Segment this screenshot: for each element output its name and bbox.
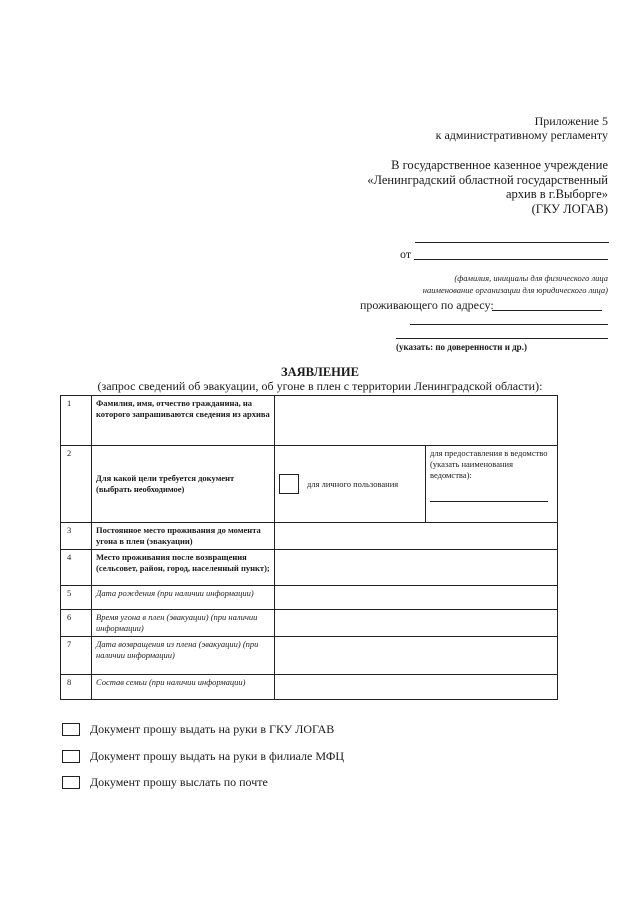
option-issue-logav[interactable]: [62, 722, 334, 737]
row-label-full-name: Фамилия, имя, отчество гражданина, на которого запрашиваются сведения из архива: [92, 396, 275, 446]
addressee-block: [367, 158, 608, 216]
purpose-personal-option[interactable]: [275, 446, 426, 522]
residence-after-field[interactable]: [275, 550, 558, 586]
residence-before-field[interactable]: [275, 523, 558, 550]
agency-use-label: для предоставления в ведомство (указать наименования ведомства):: [430, 448, 548, 480]
row-number: 5: [61, 586, 92, 610]
table-row: [61, 550, 558, 586]
from-label: от: [400, 247, 412, 261]
row-number: 3: [61, 523, 92, 550]
address-line-2[interactable]: [410, 324, 608, 325]
full-name-field[interactable]: [275, 396, 558, 446]
from-line-top[interactable]: [415, 242, 609, 243]
row-label-capture-time: Время угона в плен (эвакуации) (при наличии информации): [92, 610, 275, 637]
row-label-residence-after: Место проживания после возвращения (сельсовет, район, город, населенный пункт);: [92, 550, 275, 586]
row-number: 8: [61, 675, 92, 700]
addressee-line-4: (ГКУ ЛОГАВ): [531, 201, 608, 216]
proxy-note: (указать: по доверенности и др.): [396, 342, 527, 352]
issue-logav-label: Документ прошу выдать на руки в ГКУ ЛОГАВ: [90, 722, 335, 736]
row-label-family: Состав семьи (при наличии информации): [92, 675, 275, 700]
issue-logav-checkbox[interactable]: [62, 723, 80, 736]
table-row: [61, 396, 558, 446]
addressee-line-3: архив в г.Выборге»: [506, 187, 608, 201]
row-number: 1: [61, 396, 92, 446]
row-number: 6: [61, 610, 92, 637]
row-number: 4: [61, 550, 92, 586]
personal-use-checkbox[interactable]: [279, 474, 299, 494]
send-mail-label: Документ прошу выслать по почте: [90, 775, 268, 789]
table-row: [61, 586, 558, 610]
issue-mfc-checkbox[interactable]: [62, 750, 80, 763]
from-hint-line-1: (фамилия, инициалы для физического лица: [454, 273, 608, 283]
table-row: [61, 610, 558, 637]
birth-date-field[interactable]: [275, 586, 558, 610]
request-table: [60, 395, 558, 700]
row-label-birth-date: Дата рождения (при наличии информации): [92, 586, 275, 610]
row-label-return-date: Дата возвращения из плена (эвакуации) (при наличии информации): [92, 637, 275, 675]
from-hint: [423, 272, 608, 296]
family-field[interactable]: [275, 675, 558, 700]
from-hint-line-2: наименование организации для юридического лица): [422, 285, 608, 295]
purpose-agency-option[interactable]: [426, 446, 557, 522]
document-subtitle: (запрос сведений об эвакуации, об угоне в плен с территории Ленинградской области):: [97, 379, 543, 393]
capture-time-field[interactable]: [275, 610, 558, 637]
option-send-mail[interactable]: [62, 775, 268, 790]
appendix-header: [436, 114, 608, 142]
appendix-regulation: к административному регламенту: [435, 128, 608, 142]
table-row: [61, 523, 558, 550]
row-number: 7: [61, 637, 92, 675]
issue-mfc-label: Документ прошу выдать на руки в филиале МФЦ: [90, 749, 345, 763]
address-line-1[interactable]: [492, 310, 602, 311]
table-row: [61, 637, 558, 675]
addressee-line-2: «Ленинградский областной государственный: [367, 172, 608, 187]
option-issue-mfc[interactable]: [62, 749, 344, 764]
row-number: 2: [61, 446, 92, 523]
from-line-input[interactable]: [414, 259, 608, 260]
address-line-3[interactable]: [396, 338, 608, 339]
send-mail-checkbox[interactable]: [62, 776, 80, 789]
appendix-number: Приложение 5: [534, 114, 608, 128]
residing-label: проживающего по адресу:: [360, 298, 494, 312]
personal-use-label: для личного пользования: [307, 478, 399, 489]
purpose-cell: [275, 446, 558, 523]
table-row: [61, 446, 558, 523]
addressee-line-1: В государственное казенное учреждение: [391, 158, 608, 172]
document-title: ЗАЯВЛЕНИЕ: [281, 365, 359, 379]
agency-name-line[interactable]: [430, 501, 548, 502]
row-label-purpose: Для какой цели требуется документ (выбрать необходимое): [92, 446, 275, 523]
row-label-residence-before: Постоянное место проживания до момента угона в плен (эвакуации): [92, 523, 275, 550]
return-date-field[interactable]: [275, 637, 558, 675]
table-row: [61, 675, 558, 700]
